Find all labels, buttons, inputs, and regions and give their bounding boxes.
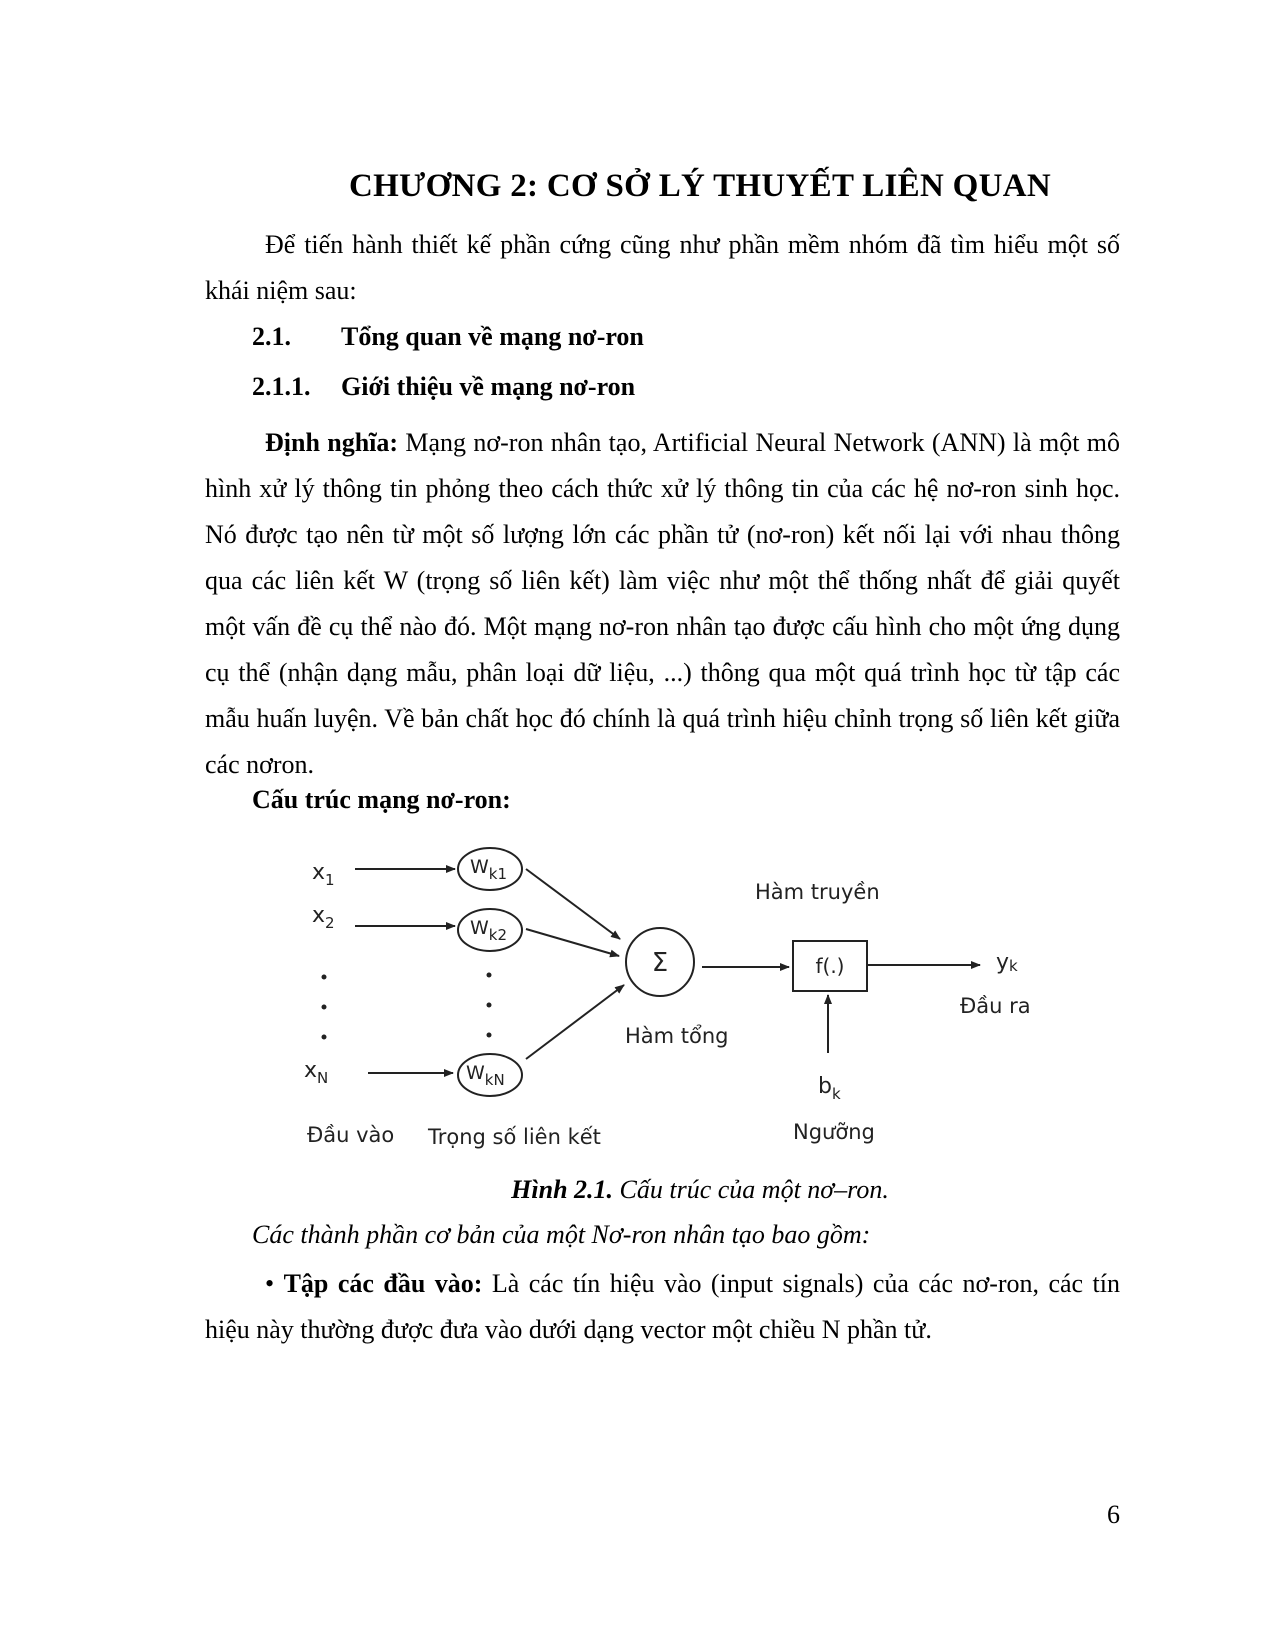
subsection-heading [252,372,952,412]
section-heading [252,322,952,362]
input-x1-label: $x_1$ [312,860,335,889]
weight-arrow-n [526,985,624,1059]
figure-caption-text: Cấu trúc của một nơ–ron. [613,1175,889,1204]
input-xn-label: $x_N$ [304,1058,329,1087]
input-ellipsis-dots [322,975,327,1040]
input-x2-label: $x_2$ [312,903,335,932]
transfer-function-text: f(.) [815,954,845,978]
figure-caption [200,1175,1200,1205]
chapter-title: CHƯƠNG 2: CƠ SỞ LÝ THUYẾT LIÊN QUAN [348,168,1052,204]
bias-caption: Ngưỡng [793,1120,875,1144]
bullet-text: Là các tín hiệu vào (input signals) của các nơ-ron, các tín hiệu này thường được đưa vào dưới dạng vector một chiều N phần tử. [205,1269,1120,1344]
page-number: 6 [1107,1500,1120,1529]
definition-label: Định nghĩa: [265,428,399,457]
weight-n-label: $W_{kN}$ [466,1062,505,1089]
definition-text: Mạng nơ-ron nhân tạo, Artificial Neural Network (ANN) là một mô hình xử lý thông tin phỏng theo cách thức xử lý thông tin của các hệ nơ-ron sinh học. Nó được tạo nên từ một số lượng lớn các phần tử (nơ-ron) kết nối lại với nhau thông qua các liên kết W (trọng số liên kết) làm việc như một thể thống nhất để giải quyết một vấn đề cụ thể nào đó. Một mạng nơ-ron nhân tạo được cấu hình cho một ứng dụng cụ thể (nhận dạng mẫu, phân loại dữ liệu, ...) thông qua một quá trình học từ tập các mẫu huấn luyện. Về bản chất học đó chính là quá trình hiệu chỉnh trọng số liên kết giữa các nơron. [205,428,1120,779]
bullet-inputs [205,1261,1120,1353]
section-title: Tổng quan về mạng nơ-ron [341,322,644,351]
weight-arrow-2 [526,929,619,956]
sigma-symbol: Σ [651,948,669,978]
subsection-title: Giới thiệu về mạng nơ-ron [341,372,636,401]
weight-ellipsis-dots [487,973,492,1038]
neuron-diagram [300,835,1040,1155]
transfer-label: Hàm truyền [755,880,880,904]
output-label: yk [996,950,1018,975]
structure-heading: Cấu trúc mạng nơ-ron: [252,785,511,814]
bullet-symbol: • [265,1269,275,1298]
inputs-caption: Đầu vào [307,1123,395,1147]
weight-2-label: $W_{k2}$ [470,917,508,944]
bullet-label: Tập các đầu vào: [283,1269,483,1298]
bias-label: $b_k$ [818,1074,841,1103]
output-caption: Đầu ra [960,994,1031,1018]
sum-label: Hàm tổng [625,1024,729,1048]
figure-caption-label: Hình 2.1. [511,1175,614,1204]
components-intro: Các thành phần cơ bản của một Nơ-ron nhân tạo bao gồm: [252,1220,871,1249]
section-number: 2.1. [252,322,291,351]
definition-paragraph [205,420,1120,788]
intro-paragraph: Để tiến hành thiết kế phần cứng cũng như phần mềm nhóm đã tìm hiểu một số khái niệm sau: [205,230,1120,305]
weights-caption: Trọng số liên kết [428,1125,601,1149]
subsection-number: 2.1.1. [252,372,311,401]
weight-arrow-1 [526,869,620,939]
weight-1-label: $W_{k1}$ [470,856,508,883]
